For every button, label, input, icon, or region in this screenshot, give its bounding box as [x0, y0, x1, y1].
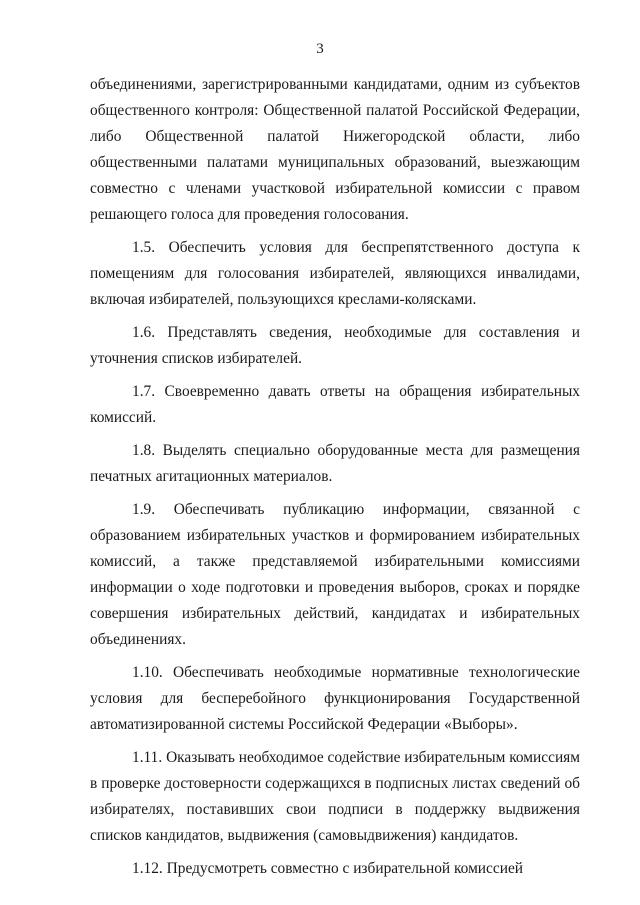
paragraph-1-5: 1.5. Обеспечить условия для беспрепятственного доступа к помещениям для голосования избирателей, являющихся инвалидами, включая избирателей, пользующихся креслами-колясками. [90, 239, 580, 308]
page-number: 3 [316, 41, 324, 57]
paragraph-1-7: 1.7. Своевременно давать ответы на обращения избирательных комиссий. [90, 383, 580, 426]
paragraph-continuation: объединениями, зарегистрированными кандидатами, одним из субъектов общественного контроля: Общественной палатой Российской Федерации, либо Общественной палатой Нижегородской области, либо общественными палатами муниципальных образований, выезжающим совместно с членами участковой избирательной комиссии с правом решающего голоса для проведения голосования. [90, 76, 580, 223]
document-body [90, 72, 580, 889]
paragraph-1-12: 1.12. Предусмотреть совместно с избирательной комиссией [132, 860, 524, 877]
paragraph-1-11: 1.11. Оказывать необходимое содействие избирательным комиссиям в проверке достоверности содержащихся в подписных листах сведений об избирателях, поставивших свои подписи в поддержку выдвижения списков кандидатов, выдвижения (самовыдвижения) кандидатов. [90, 749, 580, 844]
paragraph-1-6: 1.6. Представлять сведения, необходимые для составления и уточнения списков избирателей. [90, 324, 580, 367]
paragraph-1-10: 1.10. Обеспечивать необходимые нормативные технологические условия для бесперебойного функционирования Государственной автоматизированной системы Российской Федерации «Выборы». [90, 664, 580, 733]
paragraph-1-8: 1.8. Выделять специально оборудованные места для размещения печатных агитационных материалов. [90, 442, 580, 485]
paragraph-1-9: 1.9. Обеспечивать публикацию информации, связанной с образованием избирательных участков и формированием избирательных комиссий, а также представляемой избирательными комиссиями информации о ходе подготовки и проведения выборов, сроках и порядке совершения избирательных действий, кандидатах и избирательных объединениях. [90, 501, 580, 648]
